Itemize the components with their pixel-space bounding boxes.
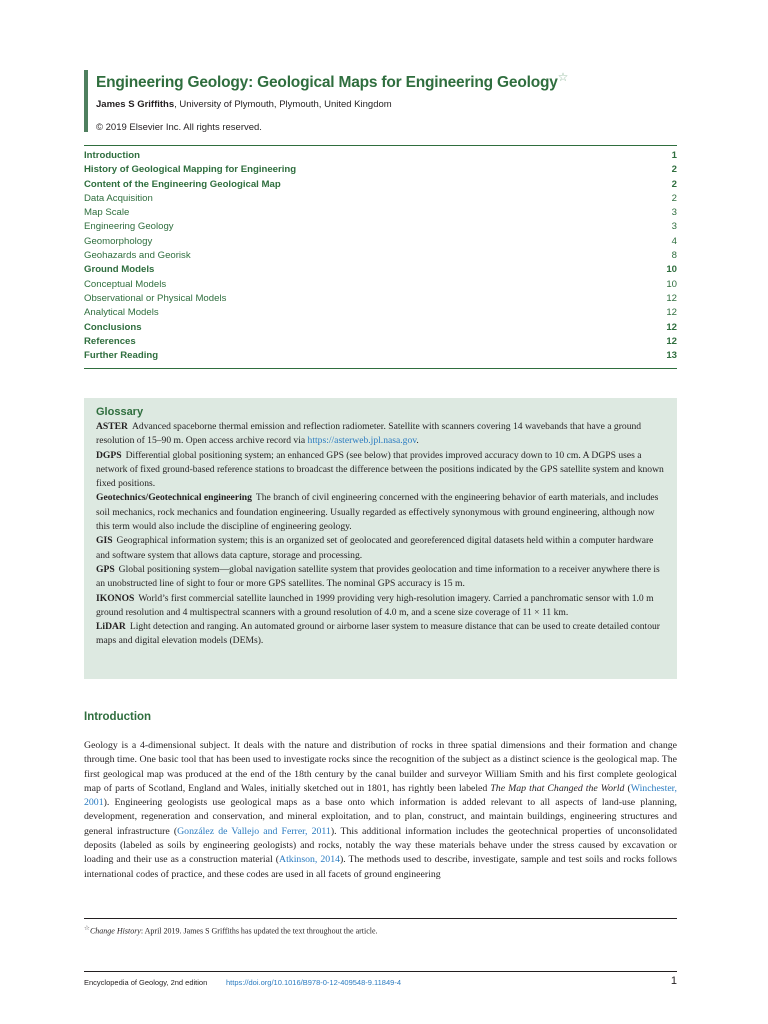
toc-entry[interactable] [84,206,677,220]
footnote-text: : April 2019. James S Griffiths has updated the text throughout the article. [140,926,378,936]
toc-entry-label: Conclusions [84,321,142,333]
author-line [96,99,392,110]
toc-entry-label: Content of the Engineering Geological Map [84,178,281,190]
glossary-definition: Differential global positioning system; an enhanced GPS (see below) that provides improved accuracy down to 10 cm. A DGPS uses a network of fixed ground-based reference stations to broadcast the difference between the positions indicated by the GPS satellite system and known fixed positions. [96,449,664,490]
toc-entry[interactable] [84,220,677,234]
glossary-term: ASTER [96,421,128,432]
toc-entry-label: Ground Models [84,264,155,276]
citation-link[interactable]: González de Vallejo and Ferrer, 2011 [177,825,331,837]
page-number: 1 [670,975,677,987]
toc-entry[interactable] [84,192,677,206]
toc-entry-page: 13 [666,350,677,362]
glossary-definition: World’s first commercial satellite launched in 1999 providing very high-resolution imagery. Carried a panchromatic sensor with 1.0 m ground resolution and 4 multispectral scanners with a ground resolution of 4.0 m, and a scene size coverage of 11 × 11 km. [96,592,654,618]
toc-entry[interactable] [84,278,677,292]
intro-text-1: Geology is a 4-dimensional subject. It deals with the nature and distribution of rocks in three spatial dimensions and their formation and change through time. One basic tool that has been used to investigate rocks since the recognition of the subject as a distinct science is the geological map. The first geological map was produced at the end of the 18th century by the canal builder and surveyor William Smith and his first complete geological map of parts of Scotland, England and Wales, initially sketched out in 1801, has rightly been labeled [84,740,677,794]
toc-entry-page: 12 [666,335,677,347]
book-title: The Map that Changed the World [490,782,625,794]
glossary-term: LiDAR [96,621,126,633]
toc-entry-label: Engineering Geology [84,221,174,233]
glossary-entry [96,534,666,563]
toc-entry-page: 1 [671,150,677,161]
footnote-mark: ☆ [84,925,90,932]
article-title [96,70,568,92]
toc-entry[interactable] [84,235,677,249]
toc-entry[interactable] [84,306,677,320]
toc-entry[interactable] [84,349,677,363]
glossary-entry [96,592,666,621]
toc-top-rule [84,145,677,146]
glossary-term: IKONOS [96,592,135,604]
toc-entry-page: 8 [671,250,677,262]
toc-entry-page: 10 [666,278,677,290]
change-history-footnote [84,924,378,936]
author-affiliation: , University of Plymouth, Plymouth, United Kingdom [174,99,392,110]
toc-entry-label: Map Scale [84,207,130,219]
glossary-entry [96,563,666,592]
toc-entry-page: 12 [666,307,677,319]
toc-entry[interactable] [84,292,677,306]
glossary-entries [96,420,666,649]
glossary-link[interactable]: https://asterweb.jpl.nasa.gov [307,435,417,447]
table-of-contents [84,149,677,363]
glossary-definition: Advanced spaceborne thermal emission and reflection radiometer. Satellite with scanners covering 14 wavebands that have a ground resolution of 15–90 m. Open access archive record via [96,421,642,447]
toc-entry-page: 3 [671,207,677,219]
toc-entry[interactable] [84,335,677,349]
toc-entry-label: Further Reading [84,350,159,362]
footer-rule [84,971,677,972]
toc-entry-page: 3 [671,221,677,233]
toc-entry-page: 2 [671,192,677,204]
intro-text-5: ). The methods used to describe, investigate, sample and test soils and rocks follows international codes of practice, and these codes are used in all facets of ground engineering [84,854,677,880]
glossary-definition: Light detection and ranging. An automated ground or airborne laser system to measure distance that can be used to create detailed contour maps and digital elevation models (DEMs). [96,621,660,647]
glossary-entry [96,449,666,492]
toc-entry-page: 2 [671,164,677,176]
toc-entry-label: History of Geological Mapping for Engineering [84,164,297,176]
glossary-term: Geotechnics/Geotechnical engineering [96,492,252,504]
citation-link[interactable]: Atkinson, 2014 [279,854,340,866]
glossary-definition: Geographical information system; this is an organized set of geolocated and georeferenced digital datasets held within a computer hardware and software system that allows data capture, storage and processing. [96,535,654,561]
glossary-term: DGPS [96,449,122,461]
toc-entry-page: 12 [666,321,677,333]
toc-entry-label: Observational or Physical Models [84,292,227,304]
toc-entry[interactable] [84,249,677,263]
footer-doi-link[interactable]: https://doi.org/10.1016/B978-0-12-409548-9.11849-4 [226,978,401,987]
toc-entry-page: 4 [671,235,677,247]
change-history-mark[interactable]: ☆ [557,70,569,84]
toc-entry-page: 10 [666,264,677,276]
footnote-rule [84,918,677,919]
glossary-term: GIS [96,535,113,547]
toc-entry[interactable] [84,263,677,277]
glossary-entry [96,620,666,649]
glossary-definition-end: . [416,435,419,447]
toc-entry-label: Geohazards and Georisk [84,250,191,262]
intro-text-3: ). Engineering geologists use geological maps as a base onto which information is added relevant to all aspects of land-use planning, development, regeneration and conservation, and mineral exploitation, and to plan, construct, and maintain buildings, engineering structures and general infrastructure ( [84,797,677,837]
toc-bottom-rule [84,368,677,369]
toc-entry[interactable] [84,178,677,192]
glossary-term: GPS [96,563,115,575]
glossary-definition: The branch of civil engineering concerned with the engineering behavior of earth materials, and includes soil mechanics, rock mechanics and foundation engineering. Usually regarded as effectively synonymous with ground engineering, although now this term would also include the discipline of engineering geology. [96,492,659,533]
glossary-entry [96,420,666,449]
title-accent-bar [84,70,88,132]
copyright-notice: © 2019 Elsevier Inc. All rights reserved. [96,122,262,133]
section-heading-introduction: Introduction [84,711,152,723]
intro-text-4: ). This additional information includes the geotechnical properties of unconsolidated deposits (labeled as soils by engineering geologists) and rocks, notably the way these materials behave under the stress caused by excavation or loading and their use as a construction material ( [84,825,677,866]
intro-text-2: ( [624,782,631,794]
footnote-label: Change History [89,926,141,936]
toc-entry-label: Analytical Models [84,307,159,319]
toc-entry[interactable] [84,163,677,177]
toc-entry-label: Data Acquisition [84,192,153,204]
toc-entry-label: Conceptual Models [84,278,167,290]
glossary-entry [96,491,666,534]
toc-entry-label: Geomorphology [84,235,153,247]
glossary-box [84,398,677,679]
toc-entry[interactable] [84,149,677,163]
article-header [84,70,684,132]
author-name: James S Griffiths [96,99,175,110]
toc-entry-page: 2 [671,178,677,190]
citation-link[interactable]: Winchester, 2001 [84,782,677,809]
glossary-definition: Global positioning system—global navigation satellite system that provides geolocation and time information to a receiver anywhere there is an unobstructed line of sight to four or more GPS satellites. The nominal GPS accuracy is 15 m. [96,563,660,590]
toc-entry-label: Introduction [84,150,140,161]
toc-entry[interactable] [84,321,677,335]
toc-entry-page: 12 [666,292,677,304]
glossary-heading: Glossary [96,406,144,418]
footer-book-title: Encyclopedia of Geology, 2nd edition [84,978,208,987]
article-title-text: Engineering Geology: Geological Maps for Engineering Geology [96,74,558,92]
introduction-paragraph [84,739,677,882]
toc-entry-label: References [84,335,136,347]
